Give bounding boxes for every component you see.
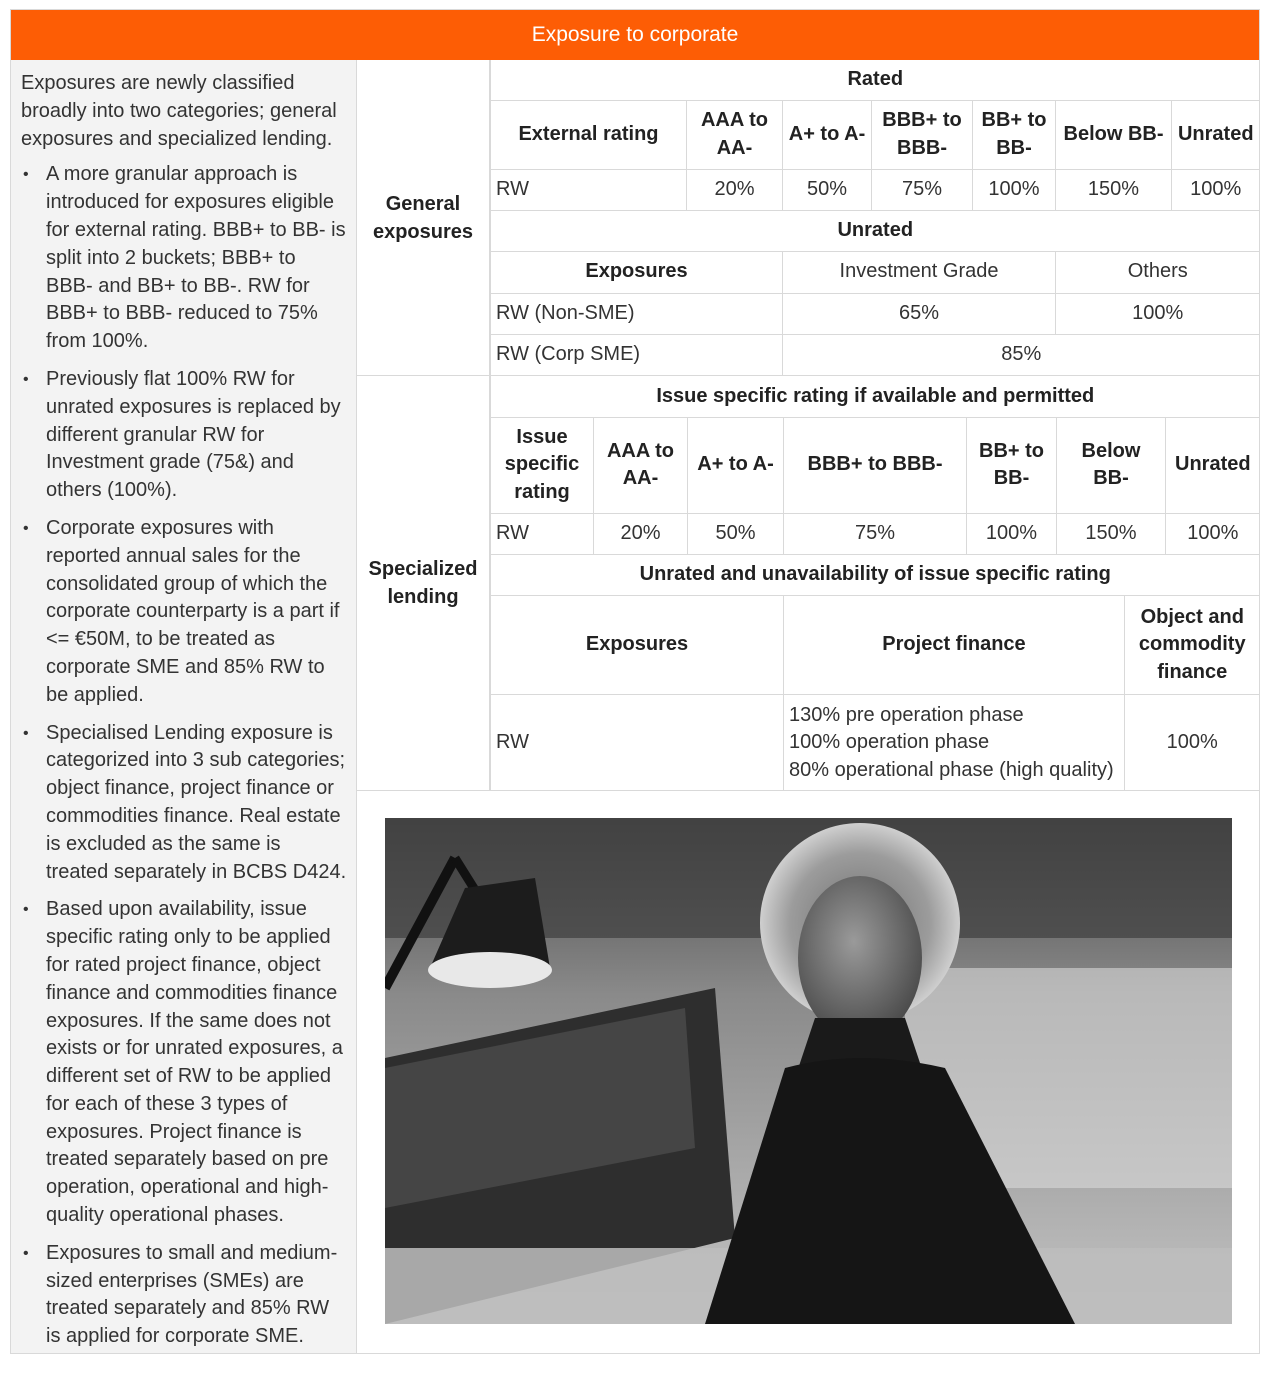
bullet-icon: • (23, 519, 29, 537)
tables-column (357, 60, 1259, 1353)
unrated-header-row: Exposures Investment Grade Others (491, 251, 1260, 293)
unrated-corp-sme-row: RW (Corp SME) 85% (491, 334, 1260, 375)
exposure-panel (10, 9, 1260, 1354)
photo-illustration (385, 818, 1232, 1324)
unrated-non-sme-row: RW (Non-SME) 65% 100% (491, 293, 1260, 334)
issue-title-row: Issue specific rating if available and permitted (491, 376, 1260, 417)
summary-bullet: • Previously flat 100% RW for unrated exposures is replaced by different granular RW for Investment grade (75&) and others (100%). (23, 367, 341, 502)
sl-unrated-header-row: Exposures Project finance Object and commodity finance (491, 596, 1260, 695)
bullet-icon: • (23, 166, 29, 184)
issue-header-row: Issue specific rating AAA to AA- A+ to A- BBB+ to BBB- BB+ to BB- Below BB- Unrated (491, 417, 1260, 513)
specialized-unrated-table (490, 555, 1260, 791)
summary-list (21, 161, 347, 1351)
project-finance-line: 80% operational phase (high quality) (789, 758, 1114, 781)
rated-title-row: Rated (491, 60, 1260, 100)
issue-rw-row: RW 20% 50% 75% 100% 150% 100% (491, 513, 1260, 554)
bullet-icon: • (23, 901, 29, 919)
summary-column (11, 60, 357, 1353)
general-exposures-table (490, 60, 1260, 375)
panel-header (11, 10, 1259, 60)
summary-intro: Exposures are newly classified broadly into two categories; general exposures and specialized lending. (21, 72, 337, 150)
rated-header-row: External rating AAA to AA- A+ to A- BBB+ to BBB- BB+ to BB- Below BB- Unrated (491, 100, 1260, 169)
project-finance-line: 130% pre operation phase (789, 703, 1024, 726)
summary-bullet: • Exposures to small and medium-sized enterprises (SMEs) are treated separately and 85% RW is applied for corporate SME. (23, 1241, 338, 1348)
rated-rw-row: RW 20% 50% 75% 100% 150% 100% (491, 169, 1260, 210)
sl-unrated-title-row: Unrated and unavailability of issue specific rating (491, 555, 1260, 596)
woman-at-desk-photo (385, 818, 1232, 1324)
summary-bullet: • A more granular approach is introduced for exposures eligible for external rating. BBB+ to BB- is split into 2 buckets; BBB+ to BBB- and BB+ to BB-. RW for BBB+ to BBB- reduced to 75% from 100%. (23, 163, 346, 353)
sl-unrated-rw-row: RW 130% pre operation phase 100% operation phase 80% operational phase (high quality) 100% (491, 695, 1260, 791)
general-exposures-label: General exposures (357, 60, 490, 375)
summary-bullet: • Based upon availability, issue specific rating only to be applied for rated project finance, object finance and commodities finance exposures. If the same does not exists or for unrated exposures, a different set of RW to be applied for each of these 3 types of exposures. Project finance is treated separately based on pre operation, operational and high-quality operational phases. (23, 898, 343, 1227)
bullet-icon: • (23, 1244, 29, 1262)
specialized-lending-section (357, 376, 1259, 791)
panel-title: Exposure to corporate (531, 23, 739, 46)
general-exposures-section (357, 60, 1259, 376)
specialized-lending-label: Specialized lending (357, 376, 490, 790)
unrated-title-row: Unrated (491, 210, 1260, 251)
bullet-icon: • (23, 370, 29, 388)
summary-bullet: • Specialised Lending exposure is categorized into 3 sub categories; object finance, project finance or commodities finance. Real estate is excluded as the same is treated separately in BCBS D424. (23, 721, 347, 883)
project-finance-line: 100% operation phase (789, 731, 990, 753)
specialized-lending-table (490, 376, 1260, 555)
bullet-icon: • (23, 724, 29, 742)
summary-bullet: • Corporate exposures with reported annual sales for the consolidated group of which the corporate counterparty is a part if <= €50M, to be treated as corporate SME and 85% RW to be applied. (23, 516, 340, 706)
